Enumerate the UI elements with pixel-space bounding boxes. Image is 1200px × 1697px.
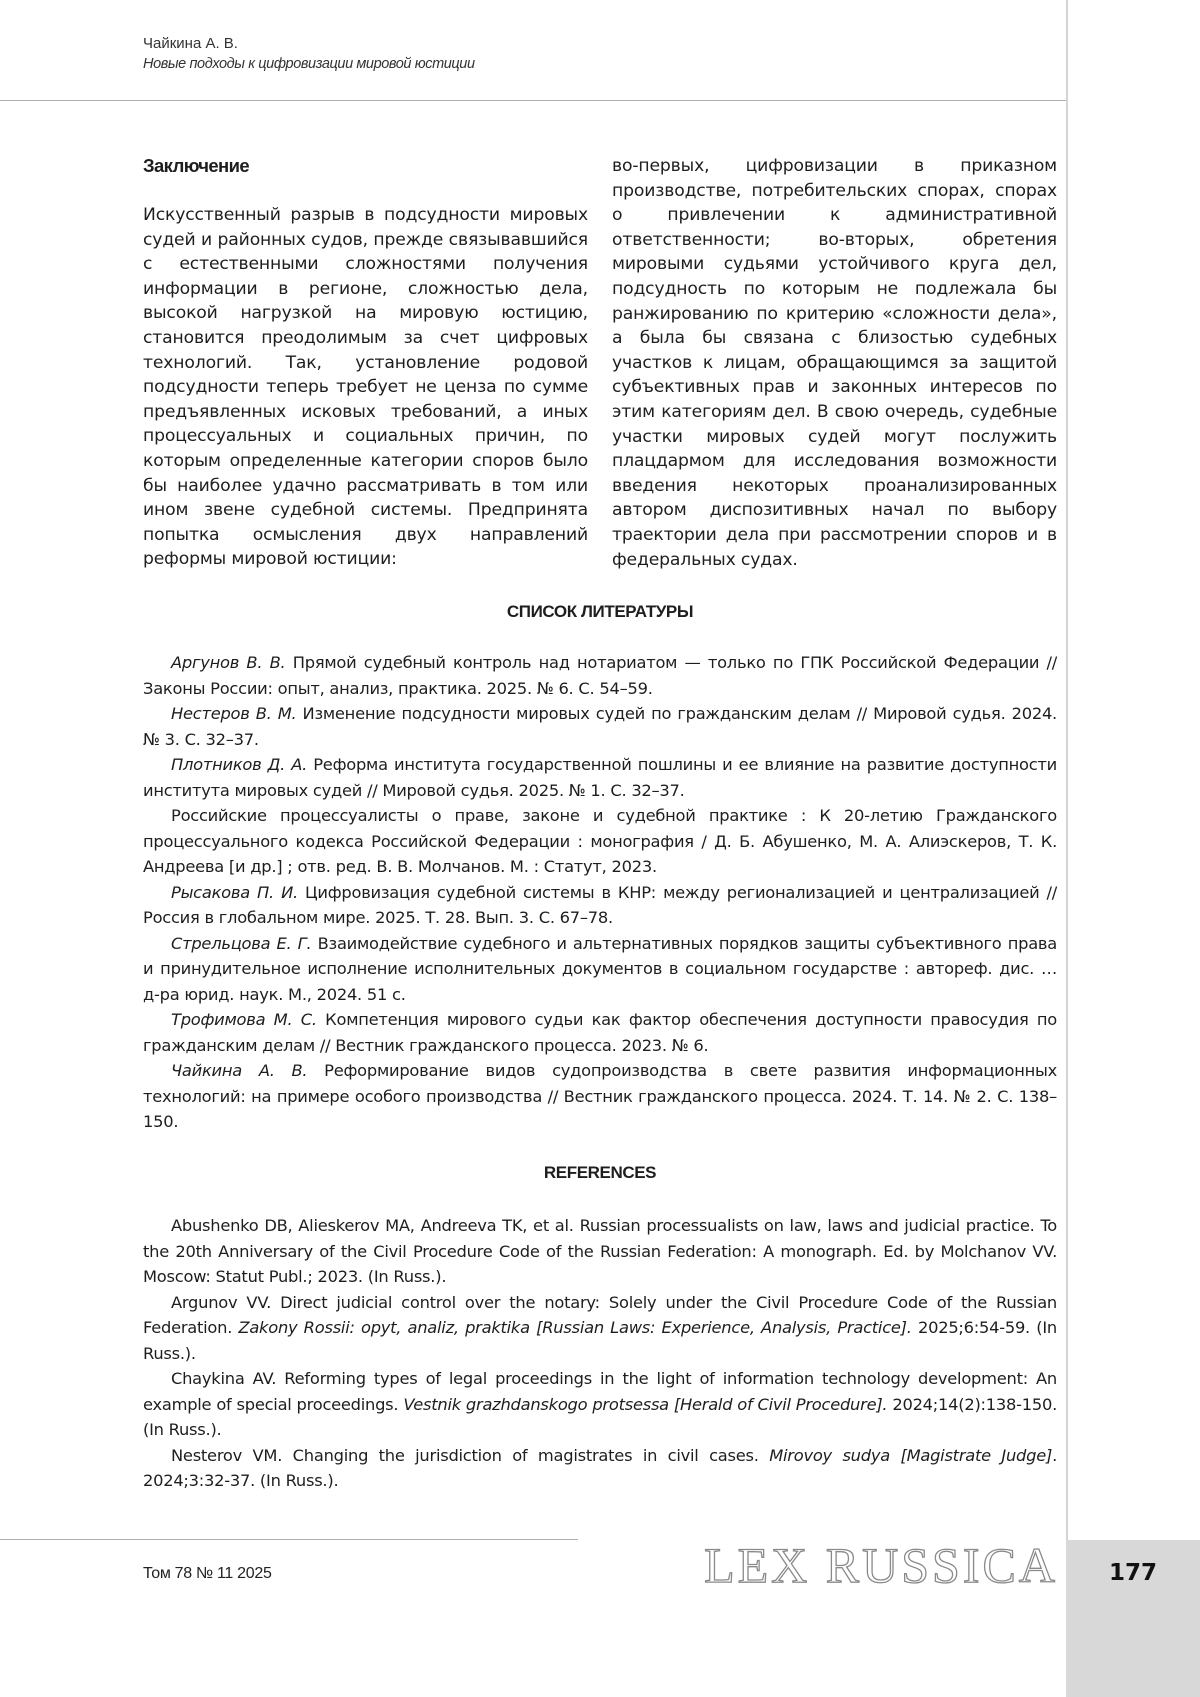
margin-rule	[1066, 0, 1068, 1540]
reference-item-italic: Vestnik grazhdanskogo protsessa [Herald of Civil Procedure].	[403, 1394, 888, 1414]
literature-item-author: Плотников Д. А.	[171, 755, 308, 774]
reference-item-after: . 2024;3:32-37. (In Russ.).	[143, 1445, 1057, 1490]
literature-item	[143, 650, 1057, 701]
running-head-author: Чайкина А. В.	[143, 35, 238, 52]
literature-item-author: Стрельцова Е. Г.	[171, 933, 312, 953]
literature-item-author: Нестеров В. М.	[171, 704, 297, 723]
journal-logo-text: LEX RUSSICA	[704, 1537, 1058, 1593]
literature-item-author: Чайкина А. В.	[171, 1061, 308, 1080]
literature-item	[143, 931, 1057, 1008]
literature-item	[143, 1058, 1057, 1135]
literature-item	[143, 752, 1057, 803]
reference-item	[143, 1443, 1057, 1494]
conclusion-text-right: во-первых, цифровизации в приказном производстве, потребительских спорах, спорах о привлечении к административной ответственности; во-вторых, обретения мировыми судьями устойчивого круга дел, подсудность по которым не подлежала бы ранжированию по критерию «сложности дела», а была бы связана с близостью судебных участков к лицам, обращающимся за защитой субъективных прав и законных интересов по этим категориям дел. В свою очередь, судебные участки мировых судей могут послужить плацдармом для исследования возможности введения некоторых проанализированных автором диспозитивных начал по выбору траектории дела при рассмотрении споров и в федеральных судах.	[612, 156, 1057, 570]
right-column	[612, 154, 1057, 572]
literature-item-author: Аргунов В. В.	[171, 653, 286, 672]
reference-item-after: 2025;6:54-59. (In Russ.).	[143, 1318, 1057, 1363]
reference-item-before: Chaykina AV. Reforming types of legal proceedings in the light of information technology development: An example of special proceedings.	[143, 1369, 1057, 1414]
references-heading: REFERENCES	[543, 1163, 657, 1182]
journal-logo	[704, 1534, 1058, 1594]
footer-rule	[0, 1539, 578, 1540]
reference-item-italic: Mirovoy sudya [Magistrate Judge]	[769, 1445, 1053, 1465]
literature-item-text: Цифровизация судебной системы в КНР: между регионализацией и централизацией // Россия в глобальном мире. 2025. Т. 28. Вып. 3. С. 67–78.	[143, 882, 1057, 927]
literature-heading: СПИСОК ЛИТЕРАТУРЫ	[506, 602, 694, 621]
literature-list	[143, 650, 1057, 1135]
reference-item-after: 2024;14(2):138-150. (In Russ.).	[143, 1394, 1057, 1439]
literature-item-text: Прямой судебный контроль над нотариатом — только по ГПК Российской Федерации // Законы России: опыт, анализ, практика. 2025. № 6. С. 54–59.	[143, 653, 1058, 698]
reference-item-before: Nesterov VM. Changing the jurisdiction of magistrates in civil cases.	[171, 1445, 770, 1465]
literature-item	[143, 803, 1057, 880]
conclusion-section	[143, 155, 1057, 572]
reference-item-italic: Zakony Rossii: opyt, analiz, praktika [Russian Laws: Experience, Analysis, Practice].	[238, 1318, 912, 1337]
reference-item-before: Abushenko DB, Alieskerov MA, Andreeva TK, et al. Russian processualists on law, laws and judicial practice. To the 20th Anniversary of the Civil Procedure Code of the Russian Federation: A monograph. Ed. by Molchanov VV. Moscow: Statut Publ.; 2023. (In Russ.).	[143, 1216, 1057, 1286]
header-rule	[0, 100, 1066, 101]
conclusion-text-left: Искусственный разрыв в подсудности мировых судей и районных судов, прежде связывавшийся с естественными сложностями получения информации в регионе, сложностью дела, высокой нагрузкой на мировую юстицию, становится преодолимым за счет цифровых технологий. Так, установление родовой подсудности теперь требует не ценза по сумме предъявленных исковых требований, а иных процессуальных и социальных причин, по которым определенные категории споров было бы наиболее удачно рассматривать в том или ином звене судебной системы. Предпринята попытка осмысления двух направлений реформы мировой юстиции:	[143, 205, 588, 570]
literature-item-text: Российские процессуалисты о праве, законе и судебной практике : К 20-летию Гражданского процессуального кодекса Российской Федерации : монография / Д. Б. Абушенко, М. А. Алиэскеров, Т. К. Андреева [и др.] ; отв. ред. В. В. Молчанов. М. : Статут, 2023.	[143, 806, 1057, 876]
reference-item	[143, 1290, 1057, 1367]
literature-item	[143, 880, 1057, 931]
literature-item-text: Реформирование видов судопроизводства в свете развития информационных технологий: на примере особого производства // Вестник гражданского процесса. 2024. Т. 14. № 2. С. 138–150.	[143, 1061, 1057, 1131]
page-number: 177	[1108, 1560, 1157, 1586]
running-head-title: Новые подходы к цифровизации мировой юстиции	[143, 56, 475, 72]
literature-item-text: Взаимодействие судебного и альтернативных порядков защиты субъективного права и принудительное исполнение исполнительных документов в социальном государстве : автореф. дис. … д-ра юрид. наук. М., 2024. 51 с.	[143, 933, 1057, 1004]
left-column	[143, 155, 588, 572]
references-list	[143, 1213, 1057, 1494]
running-head	[143, 33, 475, 75]
literature-item	[143, 701, 1057, 752]
conclusion-title: Заключение	[143, 155, 250, 176]
literature-item-text: Компетенция мирового судьи как фактор обеспечения доступности правосудия по гражданским делам // Вестник гражданского процесса. 2023. № 6.	[143, 1010, 1057, 1055]
reference-item-before: Argunov VV. Direct judicial control over the notary: Solely under the Civil Procedure Code of the Russian Federation.	[143, 1292, 1057, 1337]
literature-item-author: Трофимова М. С.	[171, 1010, 317, 1029]
literature-item-text: Реформа института государственной пошлины и ее влияние на развитие доступности института мировых судей // Мировой судья. 2025. № 1. С. 32–37.	[143, 755, 1057, 800]
literature-item-text: Изменение подсудности мировых судей по гражданским делам // Мировой судья. 2024. № 3. С. 32–37.	[143, 704, 1057, 749]
literature-item	[143, 1007, 1057, 1058]
reference-item	[143, 1213, 1057, 1290]
reference-item	[143, 1366, 1057, 1443]
literature-item-author: Рысакова П. И.	[171, 882, 298, 902]
footer-volume: Том 78 № 11 2025	[143, 1565, 272, 1582]
